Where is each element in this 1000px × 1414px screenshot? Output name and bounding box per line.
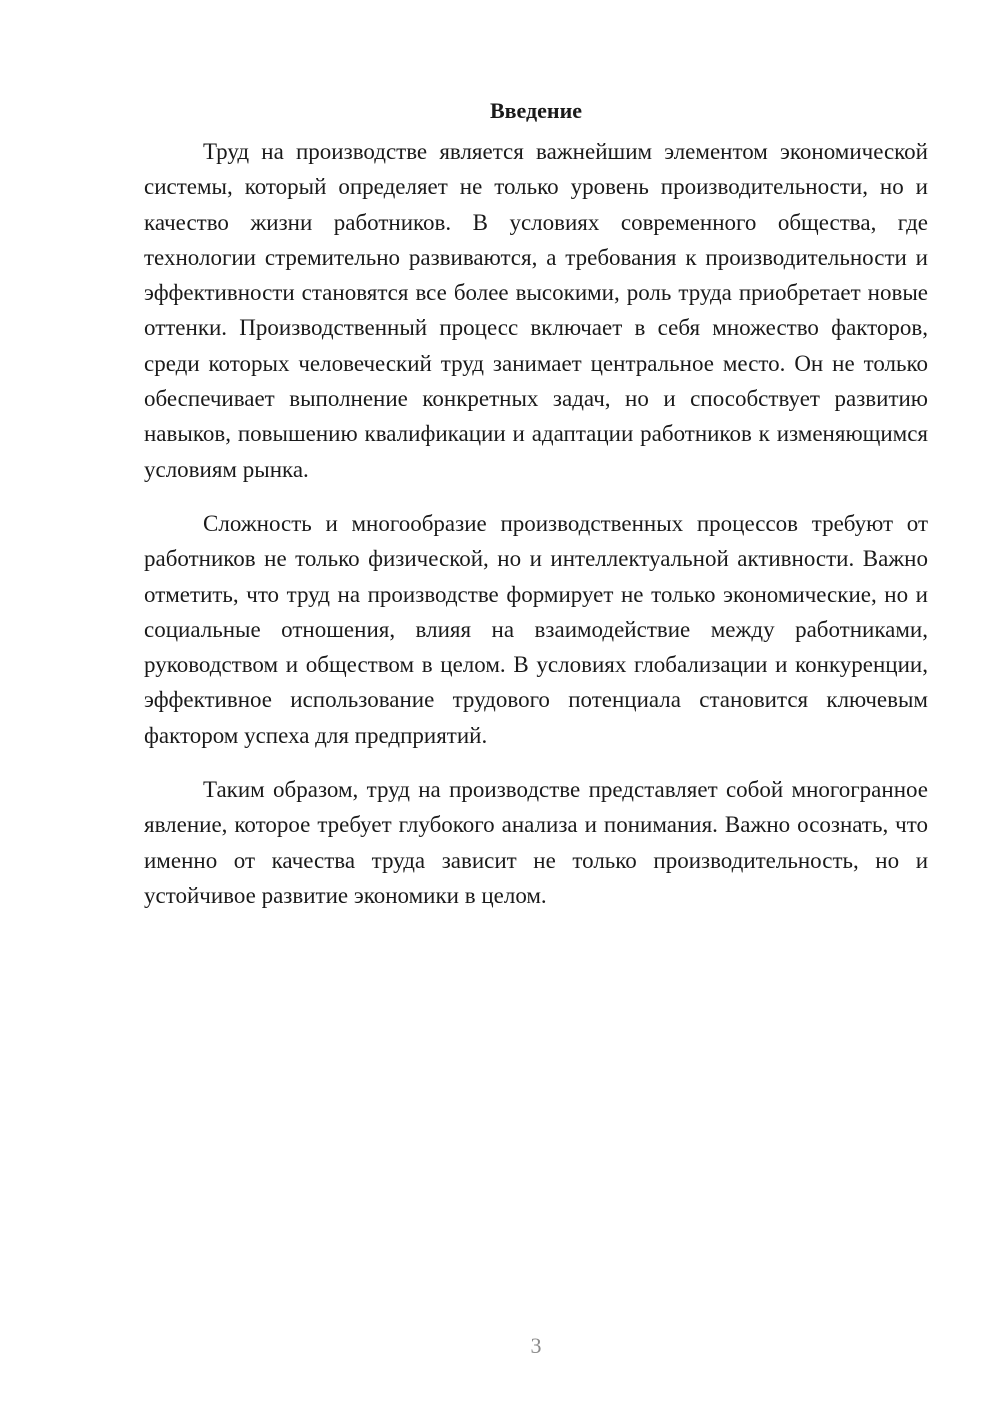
section-title: Введение [489, 98, 583, 123]
page-number: 3 [530, 1333, 542, 1358]
paragraph-3: Таким образом, труд на производстве представляет собой многогранное явление, которое требует глубокого анализа и понимания. Важно осознать, что именно от качества труда зависит не только производительность, но и устойчивое развитие экономики в целом. [144, 777, 928, 908]
page-content [144, 96, 928, 932]
paragraph-1: Труд на производстве является важнейшим элементом экономической системы, который определяет не только уровень производительности, но и качество жизни работников. В условиях современного общества, где технологии стремительно развиваются, а требования к производительности и эффективности становятся все более высокими, роль труда приобретает новые оттенки. Производственный процесс включает в себя множество факторов, среди которых человеческий труд занимает центральное место. Он не только обеспечивает выполнение конкретных задач, но и способствует развитию навыков, повышению квалификации и адаптации работников к изменяющимся условиям рынка. [144, 139, 928, 482]
paragraph-2: Сложность и многообразие производственных процессов требуют от работников не только физической, но и интеллектуальной активности. Важно отметить, что труд на производстве формирует не только экономические, но и социальные отношения, влияя на взаимодействие между работниками, руководством и обществом в целом. В условиях глобализации и конкуренции, эффективное использование трудового потенциала становится ключевым фактором успеха для предприятий. [144, 510, 928, 748]
